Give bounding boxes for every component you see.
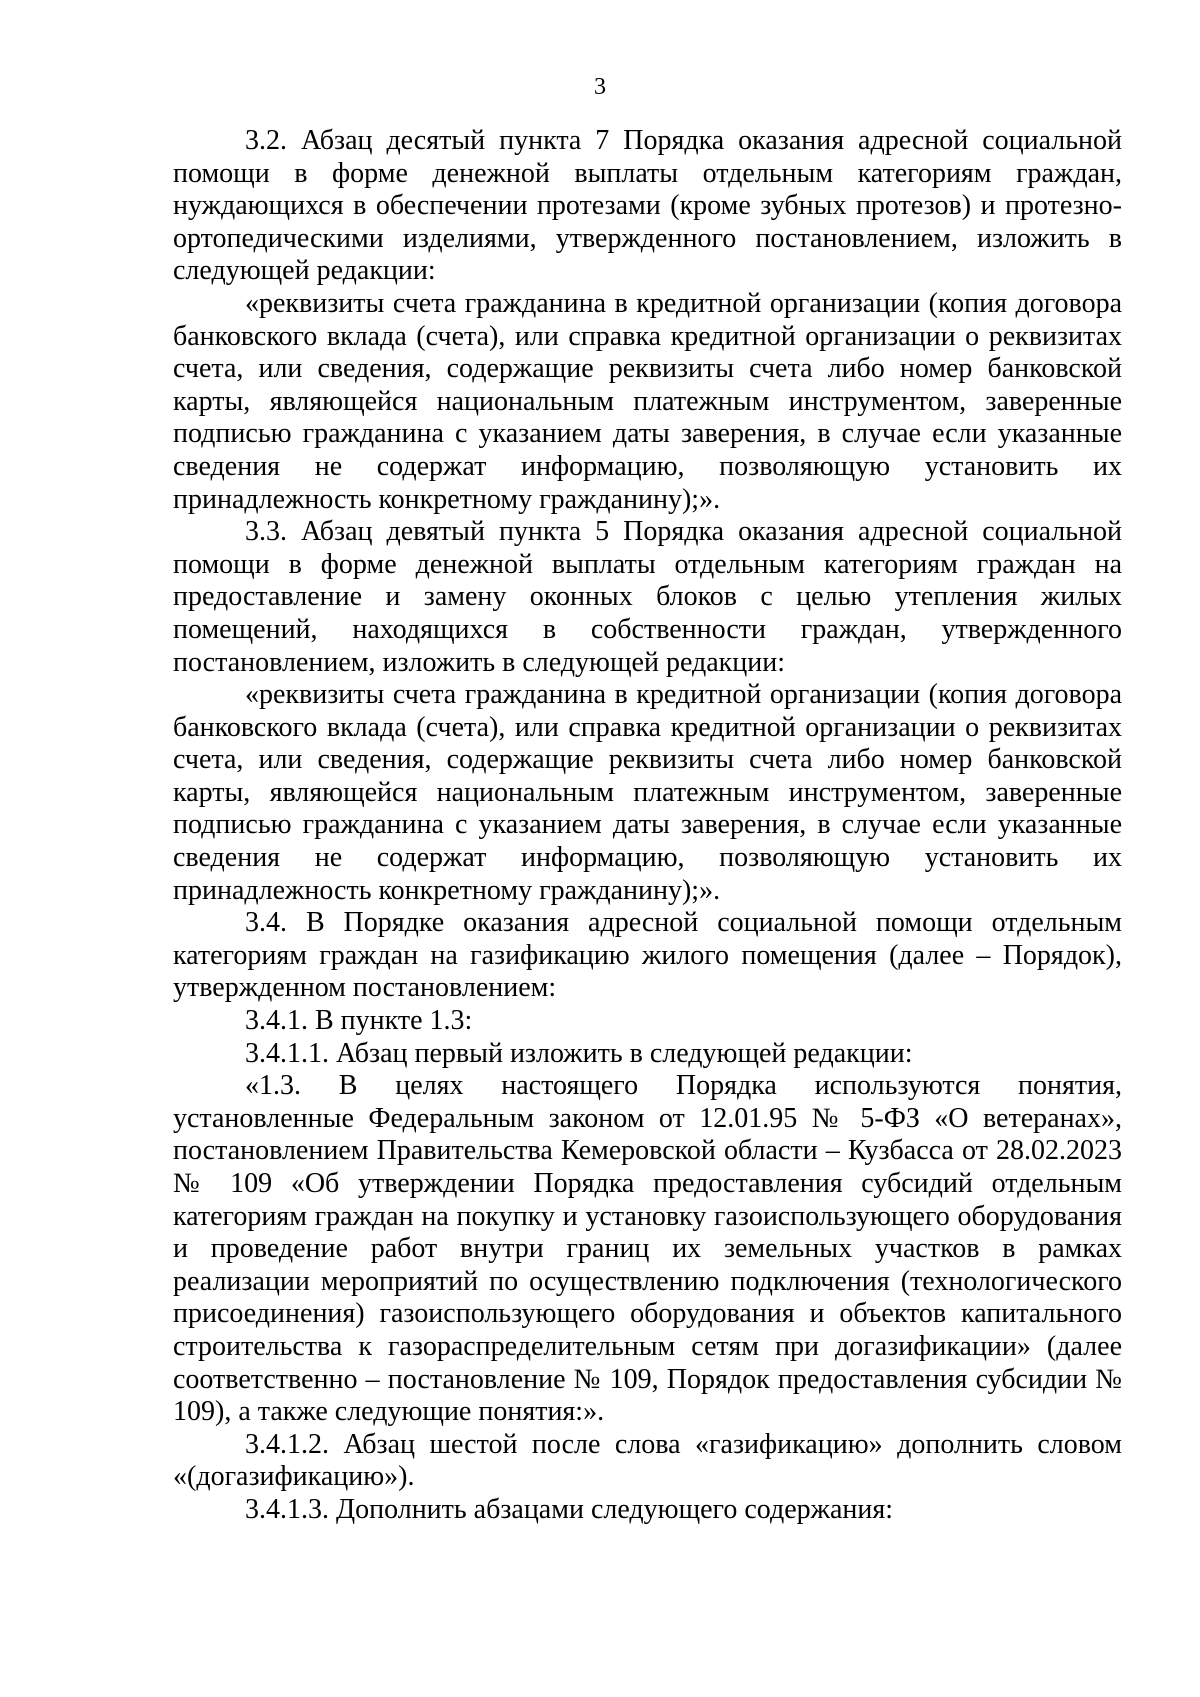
paragraph-3-2: 3.2. Абзац десятый пункта 7 Порядка оказания адресной социальной помощи в форме денежной выплаты отдельным категориям граждан, нуждающихся в обеспечении протезами (кроме зубных протезов) и протезно-ортопедическими изделиями, утвержденного постановлением, изложить в следующей редакции: [173, 125, 1122, 287]
paragraph-1-3-quote: «1.3. В целях настоящего Порядка используются понятия, установленные Федеральным законом от 12.01.95 № 5-ФЗ «О ветеранах», постановлением Правительства Кемеровской области – Кузбасса от 28.02.2023 № 109 «Об утверждении Порядка предоставления субсидий отдельным категориям граждан на покупку и установку газоиспользующего оборудования и проведение работ внутри границ их земельных участков в рамках реализации мероприятий по осуществлению подключения (технологического присоединения) газоиспользующего оборудования и объектов капитального строительства к газораспределительным сетям при догазификации» (далее соответственно – постановление № 109, Порядок предоставления субсидии № 109), а также следующие понятия:». [173, 1070, 1122, 1428]
paragraph-3-4-1-3: 3.4.1.3. Дополнить абзацами следующего содержания: [245, 1493, 894, 1525]
document-body [173, 125, 1122, 1527]
page-number: 3 [594, 74, 606, 100]
paragraph-3-3-quote: «реквизиты счета гражданина в кредитной организации (копия договора банковского вклада (счета), или справка кредитной организации о реквизитах счета, или сведения, содержащие реквизиты счета либо номер банковской карты, являющейся национальным платежным инструментом, заверенные подписью гражданина с указанием даты заверения, в случае если указанные сведения не содержат информацию, позволяющую установить их принадлежность конкретному гражданину);». [173, 679, 1122, 906]
paragraph-3-4-1-1: 3.4.1.1. Абзац первый изложить в следующей редакции: [245, 1037, 913, 1069]
paragraph-3-4-1-2: 3.4.1.2. Абзац шестой после слова «газификацию» дополнить словом «(догазификацию»). [173, 1428, 1122, 1493]
paragraph-3-2-quote: «реквизиты счета гражданина в кредитной организации (копия договора банковского вклада (счета), или справка кредитной организации о реквизитах счета, или сведения, содержащие реквизиты счета либо номер банковской карты, являющейся национальным платежным инструментом, заверенные подписью гражданина с указанием даты заверения, в случае если указанные сведения не содержат информацию, позволяющую установить их принадлежность конкретному гражданину);». [173, 287, 1122, 515]
paragraph-3-3: 3.3. Абзац девятый пункта 5 Порядка оказания адресной социальной помощи в форме денежной выплаты отдельным категориям граждан на предоставление и замену оконных блоков с целью утепления жилых помещений, находящихся в собственности граждан, утвержденного постановлением, изложить в следующей редакции: [173, 516, 1122, 678]
paragraph-3-4: 3.4. В Порядке оказания адресной социальной помощи отдельным категориям граждан на газификацию жилого помещения (далее – Порядок), утвержденном постановлением: [173, 907, 1122, 1004]
paragraph-3-4-1: 3.4.1. В пункте 1.3: [245, 1005, 473, 1037]
